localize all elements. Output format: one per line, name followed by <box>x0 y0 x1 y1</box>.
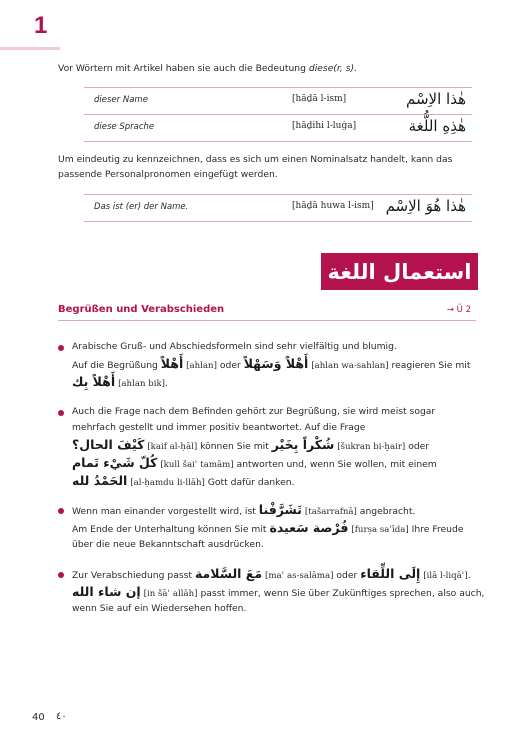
arabic-phrase: تَشَرَّفْنا <box>258 502 302 517</box>
text: oder <box>216 360 244 371</box>
transliteration: [al-ḥamdu li-llāh] <box>130 478 205 488</box>
bullet-3-line-3: über die neue Bekanntschaft ausdrücken. <box>72 539 264 550</box>
bullet-4-line-2 <box>72 584 485 601</box>
arabic-phrase: كَيْفَ الحال؟ <box>72 437 145 452</box>
arabic-phrase: الحَمْدُ لله <box>72 473 128 488</box>
text: . <box>467 570 471 581</box>
transliteration: [ahlan wa-sahlan] <box>311 361 389 371</box>
bullet-3-line-2 <box>72 521 482 537</box>
bullet-icon <box>58 410 64 416</box>
chapter-marker-bar <box>0 47 60 50</box>
text: . <box>165 378 168 389</box>
example-row <box>84 114 472 141</box>
example-arabic: هٰذِهِ اللُّغة <box>408 117 466 135</box>
page-number-arabic: ٤٠ <box>56 711 67 722</box>
bullet-1-line-3 <box>72 375 482 391</box>
bullet-4-line-1 <box>72 567 482 583</box>
example-row <box>84 88 472 114</box>
bullet-4-line-3: wenn Sie auf ein Wiedersehen hoffen. <box>72 603 247 614</box>
paragraph-line: Um eindeutig zu kennzeichnen, dass es sich um einen Nominalsatz handelt, kann das <box>58 154 453 165</box>
intro-text: Vor Wörtern mit Artikel haben sie auch die Bedeutung <box>58 63 309 74</box>
bullet-2-line-5 <box>72 474 482 490</box>
arabic-phrase: أَهْلاً بِك <box>72 374 116 389</box>
text: passt immer, wenn Sie über Zukünftiges sprechen, also auch, <box>197 588 485 599</box>
bullet-2-line-2: mehrfach gestellt und immer positiv beantwortet. Auf die Frage <box>72 422 366 433</box>
bullet-1-line-2 <box>72 357 482 373</box>
bullet-icon <box>58 508 64 514</box>
bullet-2-line-3 <box>72 438 482 454</box>
example-row <box>84 195 472 221</box>
arabic-phrase: مَعَ السَّلامة <box>194 566 263 581</box>
example-arabic: هٰذا هُوَ الاِسْم <box>385 197 466 215</box>
text: Am Ende der Unterhaltung können Sie mit <box>72 524 270 535</box>
example-german: dieser Name <box>94 95 148 105</box>
bullet-1-line-1: Arabische Gruß- und Abschiedsformeln sind sehr vielfältig und blumig. <box>72 341 397 352</box>
section-title: Begrüßen und Verabschieden <box>58 304 225 315</box>
transliteration: [maʿ as-salāma] <box>265 571 334 581</box>
example-transliteration: [hāḏā l-ism] <box>292 94 347 104</box>
bullet-2-line-4 <box>72 456 482 472</box>
example-table-pronoun <box>84 194 472 222</box>
transliteration: [ahlan] <box>186 361 217 371</box>
example-table-demonstratives <box>84 87 472 142</box>
arabic-phrase: كُلّ شَيْء تَمام <box>72 455 158 470</box>
transliteration: [šukran bi-ḫair] <box>337 442 406 452</box>
text: angebracht. <box>356 506 416 517</box>
text: oder <box>405 441 430 452</box>
bullet-3-line-1 <box>72 503 482 519</box>
example-german: Das ist (er) der Name. <box>94 202 189 212</box>
example-transliteration: [hāḏā huwa l-ism] <box>292 201 374 211</box>
transliteration: [ahlan bik] <box>118 379 166 389</box>
intro-paragraph <box>58 62 478 77</box>
nominal-sentence-paragraph <box>58 153 478 182</box>
arabic-phrase: إن شاء الله <box>72 584 141 599</box>
text: Ihre Freude <box>408 524 464 535</box>
transliteration: [furṣa saʿīda] <box>351 525 409 535</box>
bullet-icon <box>58 572 64 578</box>
transliteration: [kaif al-ḥāl] <box>147 442 198 452</box>
section-banner: استعمال اللغة <box>321 253 478 290</box>
arabic-phrase: أَهْلاً وَسَهْلاً <box>243 356 309 371</box>
transliteration: [ilā l-liqāʾ] <box>423 571 468 581</box>
text: Wenn man einander vorgestellt wird, ist <box>72 506 259 517</box>
chapter-number: 1 <box>34 12 48 39</box>
transliteration: [in šāʾ allāh] <box>143 589 198 599</box>
text: antworten und, wenn Sie wollen, mit einem <box>233 459 437 470</box>
intro-emphasis: diese(r, s). <box>308 63 358 74</box>
transliteration: [kull šaiʾ tamām] <box>160 460 234 470</box>
page-number: 40 <box>32 712 45 723</box>
arabic-phrase: إِلَى اللِّقاء <box>360 566 421 581</box>
arabic-phrase: شُكْراً بِخَيْر <box>271 437 335 452</box>
text: können Sie mit <box>197 441 272 452</box>
paragraph-line: passende Personalpronomen eingefügt werden. <box>58 168 278 180</box>
text: reagieren Sie mit <box>388 360 471 371</box>
section-divider <box>58 320 476 321</box>
example-arabic: هٰذا الاِسْم <box>406 90 466 108</box>
arabic-phrase: أَهْلاً <box>160 356 184 371</box>
transliteration: [tašarrafnā] <box>304 507 357 517</box>
arabic-phrase: فُرْصة سَعيدة <box>269 520 349 535</box>
example-german: diese Sprache <box>94 122 155 132</box>
text: oder <box>333 570 361 581</box>
text: Zur Verabschiedung passt <box>72 570 195 581</box>
bullet-2-line-1: Auch die Frage nach dem Befinden gehört zur Begrüßung, sie wird meist sogar <box>72 406 436 417</box>
exercise-reference: → Ü 2 <box>446 305 471 315</box>
text: Gott dafür danken. <box>204 477 295 488</box>
text: Auf die Begrüßung <box>72 360 161 371</box>
example-transliteration: [hāḏihi l-luġa] <box>292 121 357 131</box>
bullet-icon <box>58 345 64 351</box>
